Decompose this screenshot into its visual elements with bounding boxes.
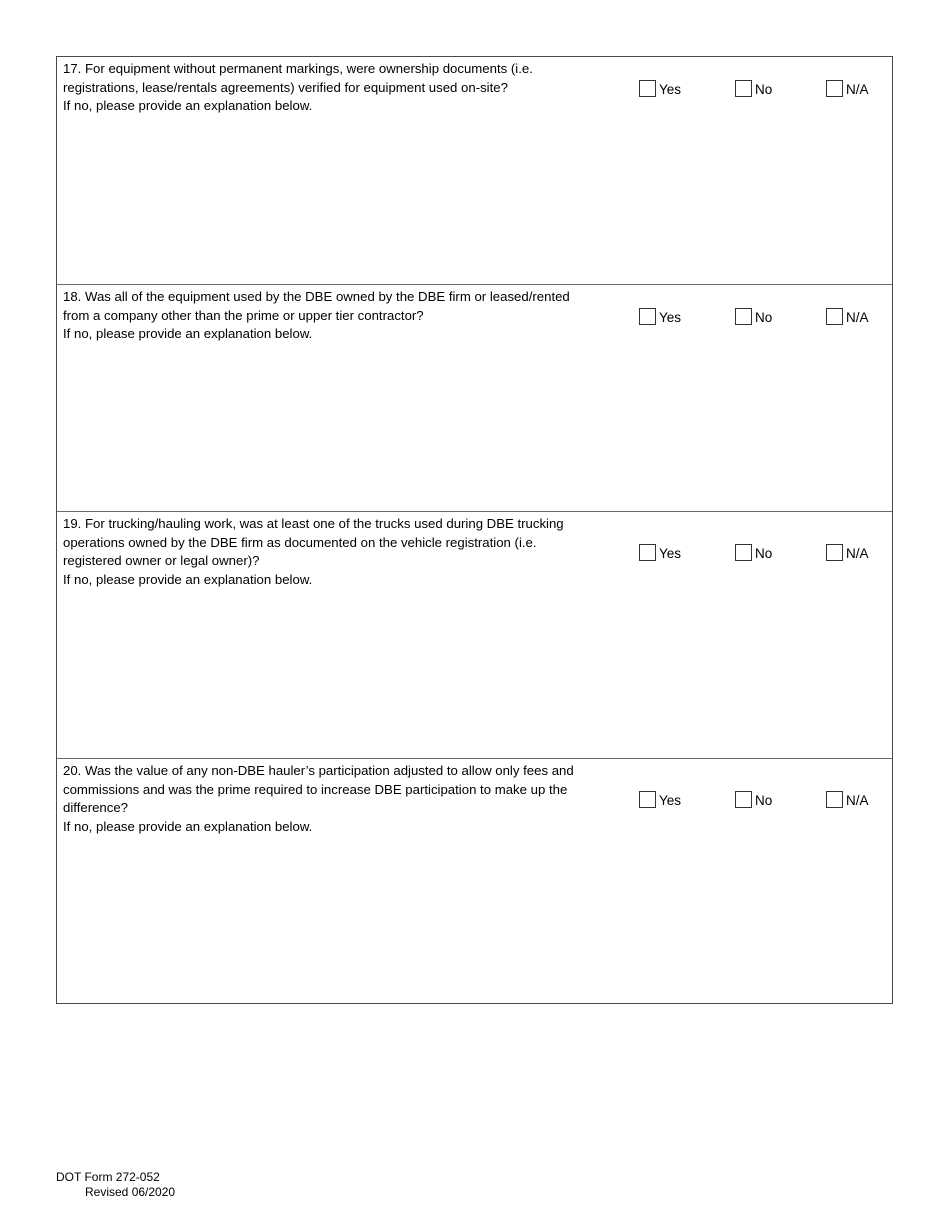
na-label: N/A bbox=[846, 793, 869, 808]
no-label: No bbox=[755, 82, 773, 97]
question-line: from a company other than the prime or upper tier contractor? bbox=[63, 307, 424, 323]
no-checkbox[interactable] bbox=[735, 544, 752, 561]
question-text-17 bbox=[63, 60, 618, 116]
question-line: commissions and was the prime required to increase DBE participation to make up the bbox=[63, 781, 568, 797]
option-yes-17[interactable] bbox=[639, 80, 681, 97]
form-number: DOT Form 272-052 bbox=[56, 1170, 160, 1184]
yes-label: Yes bbox=[659, 793, 682, 808]
question-line: 19. For trucking/hauling work, was at least one of the trucks used during DBE trucking bbox=[63, 516, 564, 531]
option-na-18[interactable] bbox=[826, 308, 869, 325]
question-line: If no, please provide an explanation below. bbox=[63, 326, 313, 342]
question-line: If no, please provide an explanation below. bbox=[63, 571, 313, 587]
no-label: No bbox=[755, 546, 773, 561]
question-row-20 bbox=[57, 758, 892, 1003]
question-line: 17. For equipment without permanent markings, were ownership documents (i.e. bbox=[63, 61, 533, 76]
question-text-18 bbox=[63, 288, 618, 344]
question-line: difference? bbox=[63, 800, 129, 816]
yes-label: Yes bbox=[659, 546, 682, 561]
no-checkbox[interactable] bbox=[735, 791, 752, 808]
option-yes-19[interactable] bbox=[639, 544, 681, 561]
yes-label: Yes bbox=[659, 82, 682, 97]
na-checkbox[interactable] bbox=[826, 308, 843, 325]
na-label: N/A bbox=[846, 82, 869, 97]
option-no-18[interactable] bbox=[735, 308, 772, 325]
na-label: N/A bbox=[846, 546, 869, 561]
question-line: 18. Was all of the equipment used by the DBE owned by the DBE firm or leased/rented bbox=[63, 289, 570, 304]
question-line: If no, please provide an explanation below. bbox=[63, 98, 313, 114]
question-row-18 bbox=[57, 284, 892, 511]
option-na-17[interactable] bbox=[826, 80, 869, 97]
no-label: No bbox=[755, 310, 773, 325]
no-label: No bbox=[755, 793, 773, 808]
yes-checkbox[interactable] bbox=[639, 791, 656, 808]
yes-checkbox[interactable] bbox=[639, 80, 656, 97]
question-line: operations owned by the DBE firm as documented on the vehicle registration (i.e. bbox=[63, 534, 537, 550]
questionnaire-table bbox=[56, 56, 893, 1004]
na-checkbox[interactable] bbox=[826, 791, 843, 808]
question-line: registered owner or legal owner)? bbox=[63, 553, 260, 569]
option-na-20[interactable] bbox=[826, 791, 869, 808]
option-no-17[interactable] bbox=[735, 80, 772, 97]
question-line: 20. Was the value of any non-DBE hauler’s participation adjusted to allow only fees and bbox=[63, 763, 574, 778]
option-na-19[interactable] bbox=[826, 544, 869, 561]
option-no-20[interactable] bbox=[735, 791, 772, 808]
question-text-20 bbox=[63, 762, 618, 836]
na-checkbox[interactable] bbox=[826, 544, 843, 561]
question-row-17 bbox=[57, 57, 892, 284]
no-checkbox[interactable] bbox=[735, 308, 752, 325]
question-text-19 bbox=[63, 515, 618, 589]
na-checkbox[interactable] bbox=[826, 80, 843, 97]
question-row-19 bbox=[57, 511, 892, 758]
yes-checkbox[interactable] bbox=[639, 544, 656, 561]
option-yes-20[interactable] bbox=[639, 791, 681, 808]
question-line: registrations, lease/rentals agreements) verified for equipment used on-site? bbox=[63, 79, 508, 95]
form-footer bbox=[56, 1170, 175, 1199]
option-yes-18[interactable] bbox=[639, 308, 681, 325]
yes-checkbox[interactable] bbox=[639, 308, 656, 325]
revision-date: Revised 06/2020 bbox=[85, 1184, 176, 1199]
option-no-19[interactable] bbox=[735, 544, 772, 561]
yes-label: Yes bbox=[659, 310, 682, 325]
question-line: If no, please provide an explanation below. bbox=[63, 818, 313, 834]
na-label: N/A bbox=[846, 310, 869, 325]
no-checkbox[interactable] bbox=[735, 80, 752, 97]
